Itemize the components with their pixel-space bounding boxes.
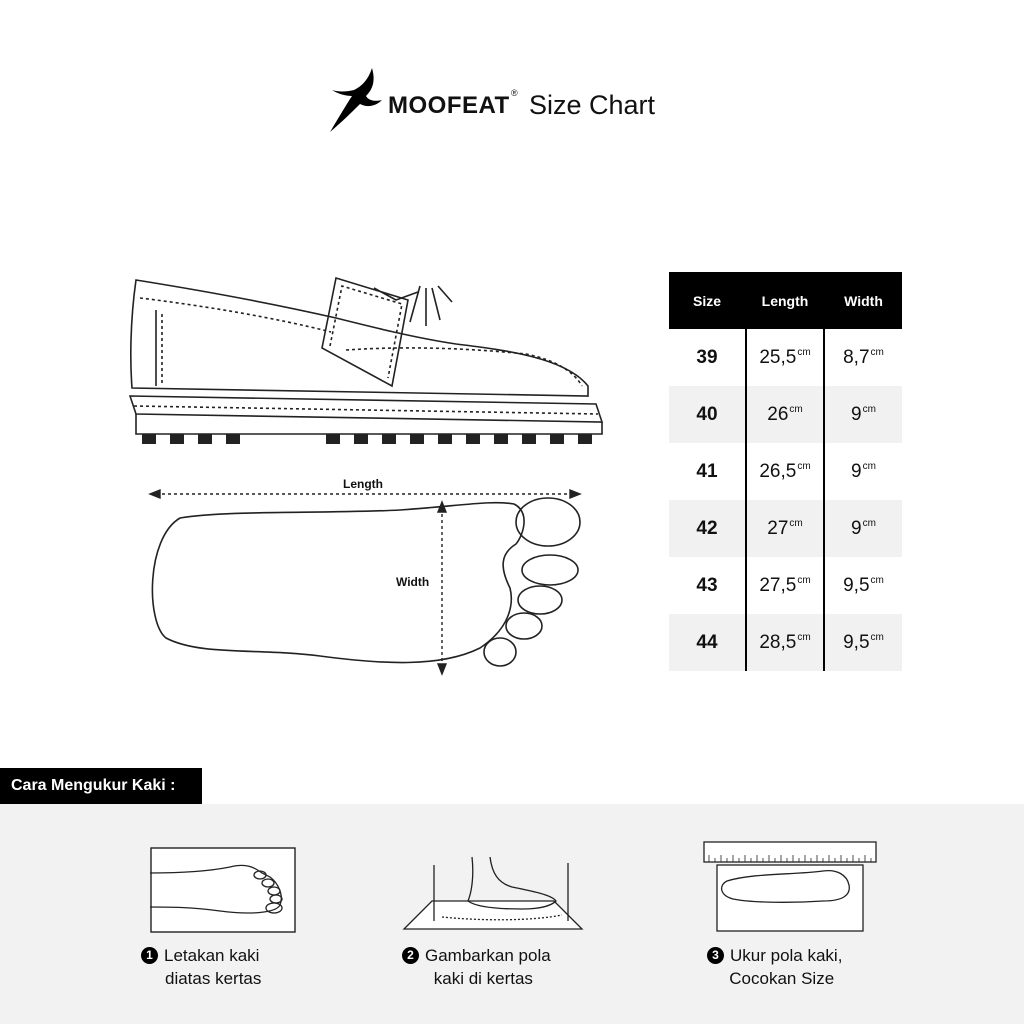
- cell-size: 41: [696, 460, 718, 482]
- step-1-text: 1 Letakan kaki diatas kertas: [141, 944, 261, 990]
- cell-size: 39: [696, 346, 718, 368]
- step-3-number-icon: 3: [707, 947, 724, 964]
- cell-width: $8,7^{cm}$: [824, 329, 902, 386]
- width-label: Width: [396, 575, 430, 589]
- step-2-text: 2 Gambarkan pola kaki di kertas: [402, 944, 551, 990]
- foot-on-paper-icon: [150, 847, 296, 933]
- table-row: [669, 386, 902, 443]
- cell-length: $27,5^{cm}$: [746, 557, 824, 614]
- cell-size: 44: [669, 614, 746, 671]
- table-row: [669, 557, 902, 614]
- size-table: [669, 272, 902, 671]
- cell-width: $9,5^{cm}$: [824, 614, 902, 671]
- cell-length: $28,5^{cm}$: [746, 614, 824, 671]
- step-2-number-icon: 2: [402, 947, 419, 964]
- table-header-row: [669, 272, 902, 329]
- header: [0, 58, 1024, 138]
- how-to-title: Cara Mengukur Kaki :: [0, 768, 202, 804]
- registered-mark: ®: [511, 88, 518, 98]
- header-width: Width: [824, 272, 902, 329]
- cell-width: $9^{cm}$: [824, 386, 902, 443]
- cell-width: $9,5^{cm}$: [824, 557, 902, 614]
- table-row: [669, 329, 902, 386]
- cell-size: 40: [669, 386, 746, 443]
- step-3-text: 3 Ukur pola kaki, Cocokan Size: [707, 944, 842, 990]
- table-row: [669, 443, 902, 500]
- step-1-number-icon: 1: [141, 947, 158, 964]
- cell-size: 42: [669, 500, 746, 557]
- length-label: Length: [343, 477, 383, 491]
- foot-sole-diagram: [140, 478, 590, 684]
- header-length: Length: [746, 272, 824, 329]
- page-title: Size Chart: [529, 90, 656, 120]
- table-row: [669, 500, 902, 557]
- cell-width: $9^{cm}$: [824, 500, 902, 557]
- loafer-shoe-illustration: [126, 262, 608, 456]
- cell-length: $26,5^{cm}$: [746, 443, 824, 500]
- cell-length: $26^{cm}$: [746, 386, 824, 443]
- cell-length: $27^{cm}$: [746, 500, 824, 557]
- cell-length: $25,5^{cm}$: [746, 329, 824, 386]
- ruler-measure-icon: [703, 841, 877, 933]
- brand-name: MOOFEAT: [388, 92, 510, 119]
- cell-width: $9^{cm}$: [824, 443, 902, 500]
- table-row: [669, 614, 902, 671]
- header-size: Size: [669, 272, 746, 329]
- draw-foot-outline-icon: [402, 855, 584, 931]
- cell-size: 43: [696, 574, 718, 596]
- swallow-logo-icon: [328, 62, 386, 138]
